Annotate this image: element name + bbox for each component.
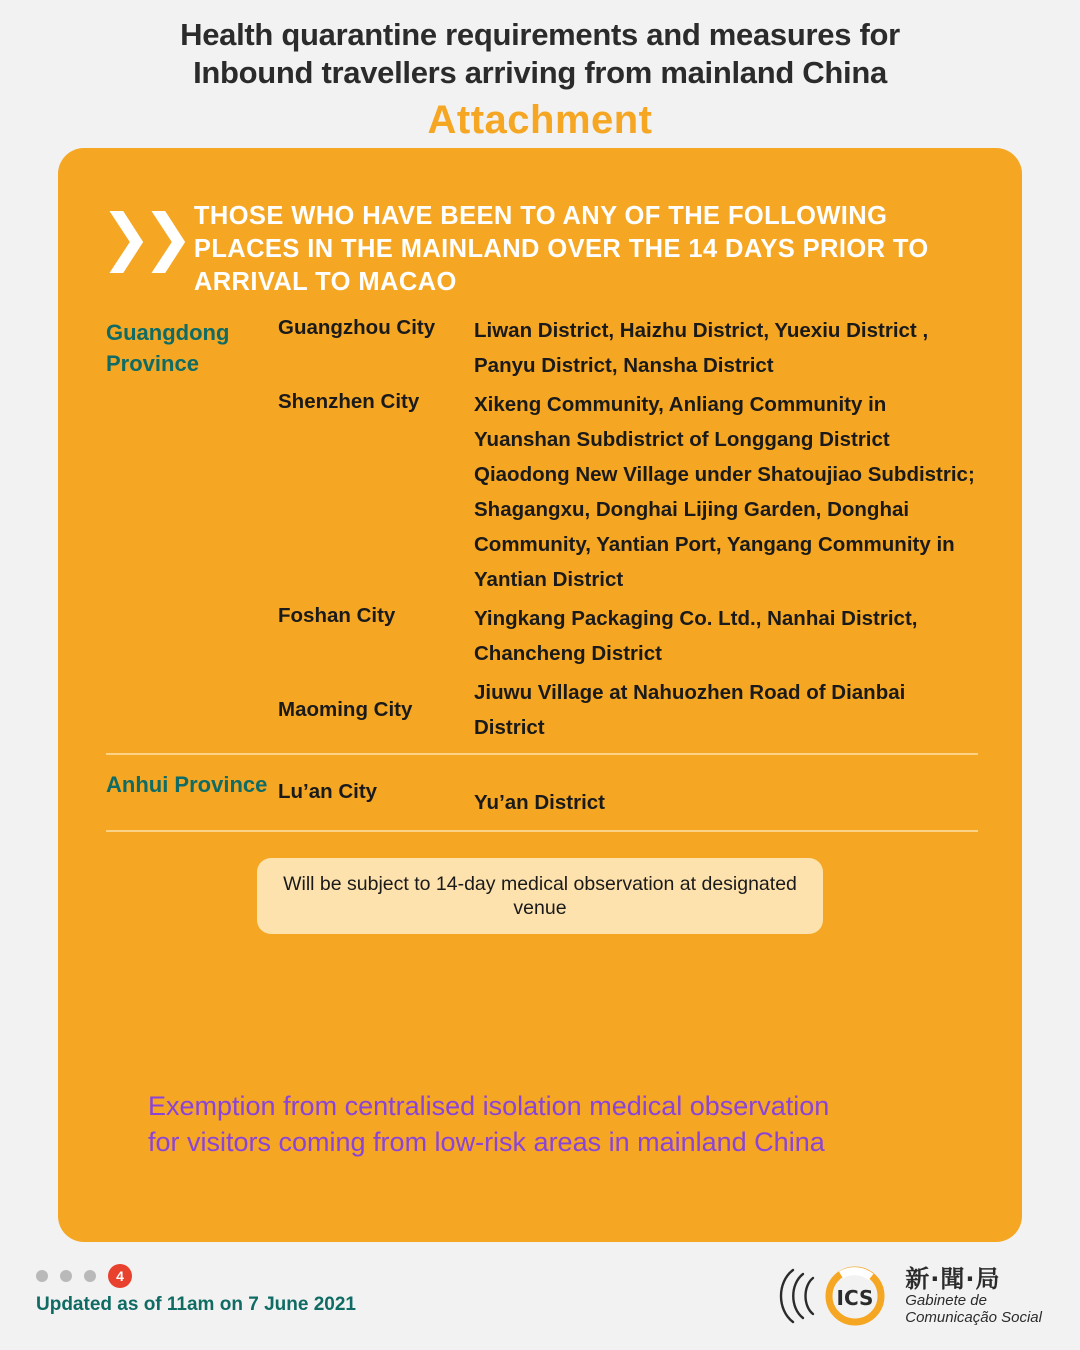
exemption-statement (148, 1088, 978, 1160)
places-list: Yu’an District (474, 791, 606, 814)
page-dot[interactable] (60, 1270, 72, 1282)
page-dot[interactable] (84, 1270, 96, 1282)
places-list: Yingkang Packaging Co. Ltd., Nanhai District, Chancheng District (474, 607, 918, 665)
places-list: Jiuwu Village at Nahuozhen Road of Dianbai District (474, 681, 906, 739)
banner-text: THOSE WHO HAVE BEEN TO ANY OF THE FOLLOWING PLACES IN THE MAINLAND OVER THE 14 DAYS PRIOR TO ARRIVAL TO MACAO (193, 202, 929, 296)
city-name: Lu’an City (278, 780, 378, 803)
city-name: Guangzhou City (278, 316, 436, 339)
page-title (40, 16, 1040, 92)
content-card (58, 148, 1022, 1242)
table-row (106, 759, 978, 832)
table-row (278, 765, 978, 822)
province-name: Guangdong Province (106, 320, 230, 376)
table-row (278, 311, 978, 385)
city-name: Shenzhen City (278, 390, 420, 413)
gcs-logo-portuguese-line1: Gabinete de (905, 1292, 987, 1309)
places-table (106, 311, 978, 832)
city-name: Maoming City (278, 698, 413, 721)
city-name: Foshan City (278, 604, 396, 627)
gcs-logo-chinese: 新·聞·局 (905, 1265, 1001, 1293)
exemption-statement-line2: for visitors coming from low-risk areas in mainland China (148, 1127, 825, 1157)
table-row (278, 385, 978, 599)
double-chevron-right-icon: ❯❯ (100, 200, 184, 273)
page-title-line2: Inbound travellers arriving from mainland China (193, 55, 887, 90)
page-title-line1: Health quarantine requirements and measures for (180, 17, 900, 52)
province-rows (278, 765, 978, 822)
places-list: Xikeng Community, Anliang Community in Yuanshan Subdistrict of Longgang District Qiaodong New Village under Shatoujiao Subdistric; Shagangxu, Donghai Lijing Garden, Donghai Community, Yantian Port, Yangang Community in Yantian District (474, 393, 975, 591)
gcs-logo-text (905, 1266, 1042, 1326)
measure-note: Will be subject to 14-day medical observation at designated venue (257, 858, 823, 934)
province-rows (278, 311, 978, 747)
table-row (106, 311, 978, 755)
table-row (278, 673, 978, 747)
attachment-subtitle: Attachment (427, 98, 653, 142)
page-dot-current[interactable]: 4 (108, 1264, 132, 1288)
exemption-statement-line1: Exemption from centralised isolation medical observation (148, 1091, 830, 1121)
page-indicator (36, 1264, 132, 1288)
banner (58, 148, 1022, 299)
gcs-logo-mark-icon (767, 1260, 895, 1332)
updated-timestamp: Updated as of 11am on 7 June 2021 (36, 1294, 356, 1315)
page-dot[interactable] (36, 1270, 48, 1282)
places-list: Liwan District, Haizhu District, Yuexiu District , Panyu District, Nansha District (474, 319, 929, 377)
gcs-logo (767, 1260, 1042, 1332)
gcs-logo-portuguese-line2: Comunicação Social (905, 1309, 1042, 1326)
page-header (0, 0, 1080, 143)
province-name: Anhui Province (106, 772, 268, 797)
page-footer (0, 1242, 1080, 1350)
table-row (278, 599, 978, 673)
svg-text:ICS: ICS (836, 1286, 874, 1310)
